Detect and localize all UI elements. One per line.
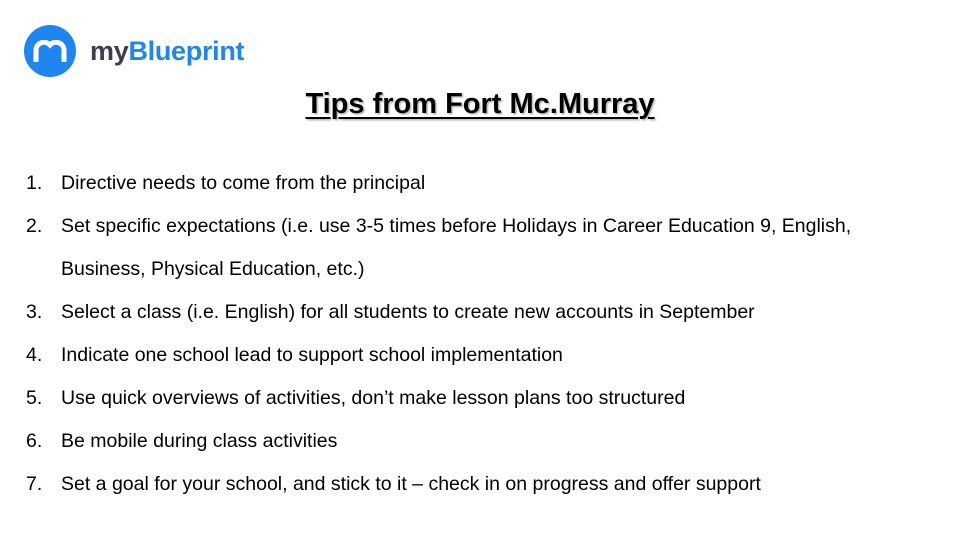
tip-item-2 (26, 205, 936, 291)
tip-number: 6. (26, 430, 43, 452)
tip-text: Be mobile during class activities (61, 430, 338, 452)
tip-item-4 (26, 334, 936, 377)
tip-text: Set specific expectations (i.e. use 3-5 times before Holidays in Career Education 9, English, Business, Physical Education, etc.) (61, 215, 852, 280)
slide-title: Tips from Fort Mc.Murray (305, 88, 655, 120)
tip-item-7 (26, 463, 936, 506)
myblueprint-logo-icon (24, 25, 76, 77)
tip-text: Select a class (i.e. English) for all students to create new accounts in September (61, 301, 755, 323)
tip-text: Indicate one school lead to support school implementation (61, 344, 563, 366)
tip-number: 5. (26, 387, 43, 409)
tip-text: Directive needs to come from the principal (61, 172, 426, 194)
tip-item-5 (26, 377, 936, 420)
tip-number: 2. (26, 215, 43, 237)
tip-item-6 (26, 420, 936, 463)
tip-number: 4. (26, 344, 43, 366)
logo-wordmark-my: my (90, 35, 129, 66)
tip-text: Use quick overviews of activities, don’t make lesson plans too structured (61, 387, 686, 409)
tip-number: 3. (26, 301, 43, 323)
myblueprint-logo (24, 25, 244, 77)
tip-number: 1. (26, 172, 43, 194)
tips-list (26, 162, 936, 506)
logo-wordmark (90, 35, 245, 66)
tip-item-1 (26, 162, 936, 205)
tip-text: Set a goal for your school, and stick to it – check in on progress and offer support (61, 473, 761, 495)
tip-item-3 (26, 291, 936, 334)
tip-number: 7. (26, 473, 43, 495)
logo-wordmark-blueprint: Blueprint (128, 35, 245, 66)
